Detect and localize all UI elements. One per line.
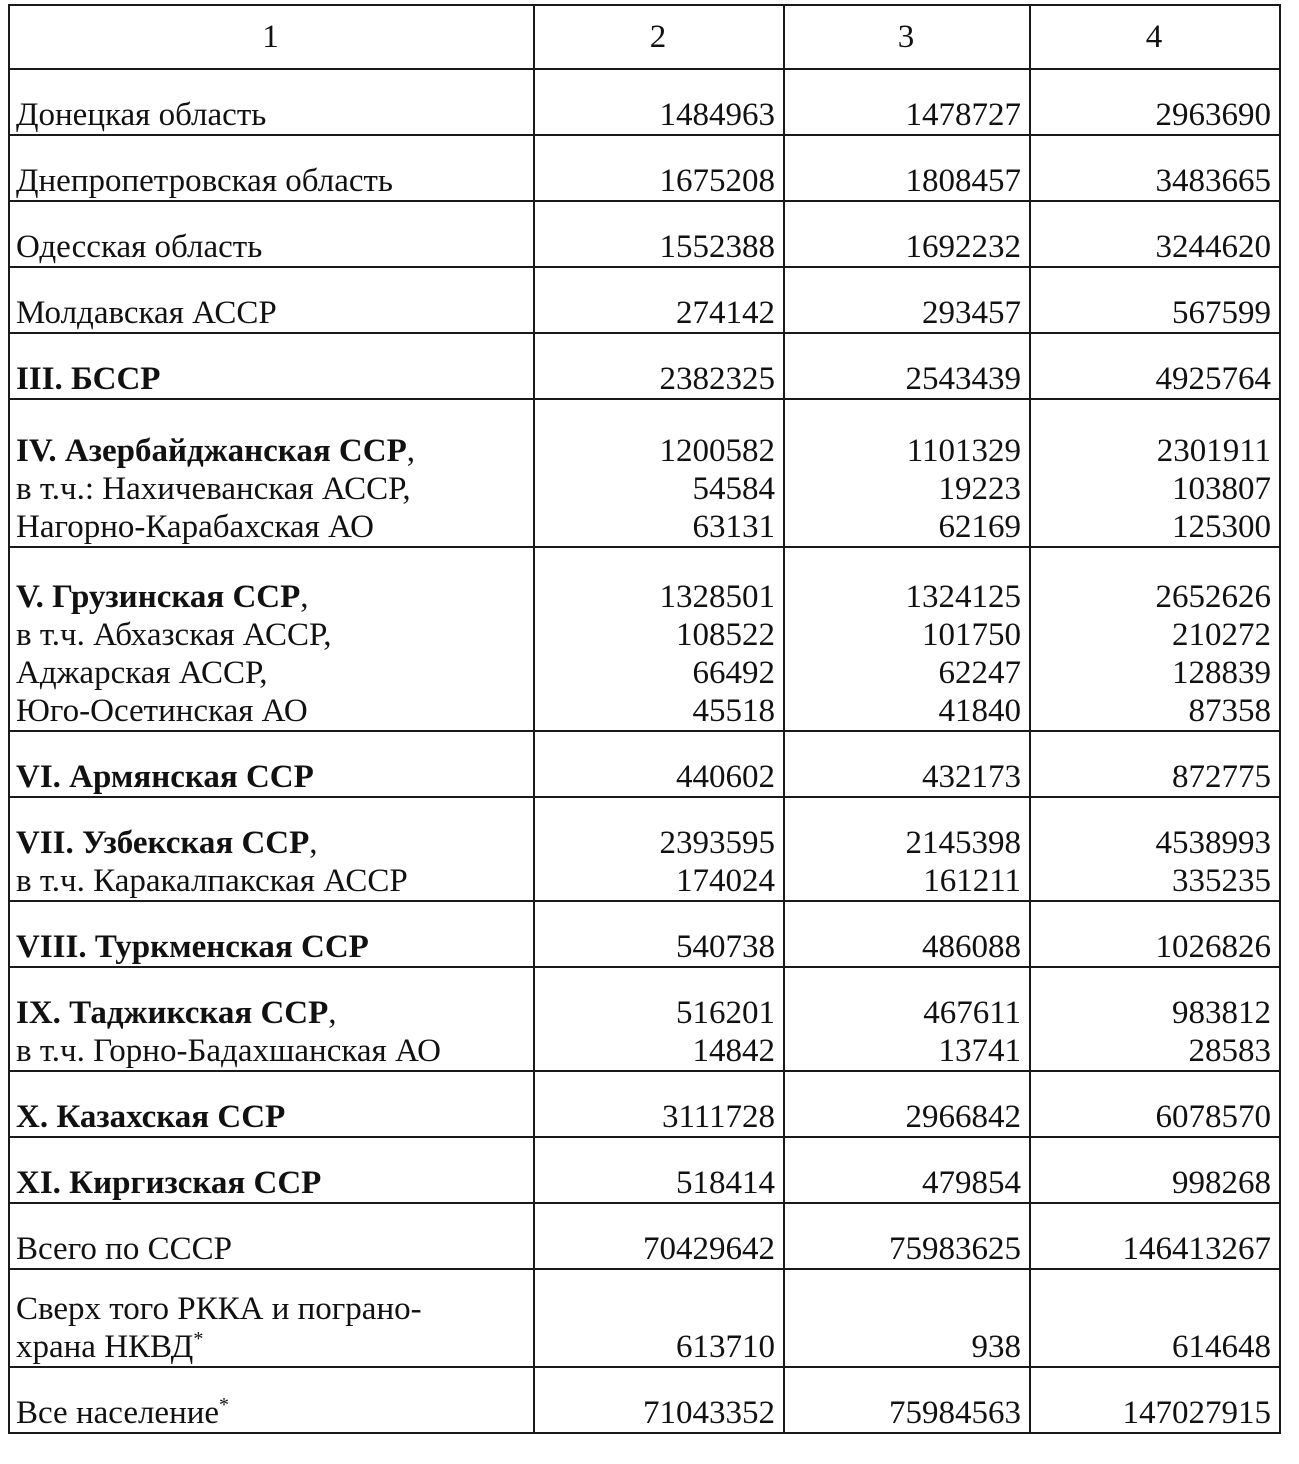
- value-line: 293457: [922, 295, 1021, 331]
- region-name-line: в т.ч.: Нахичеванская АССР,: [16, 471, 411, 507]
- value-cell-col-2: [534, 267, 784, 333]
- value-line: 614648: [1172, 1329, 1271, 1365]
- value-line: 1808457: [905, 163, 1021, 199]
- value-line: 2301911: [1156, 433, 1271, 469]
- value-line: 479854: [922, 1165, 1021, 1201]
- header-col-2: 2: [534, 5, 784, 69]
- value-line: 1552388: [659, 229, 775, 265]
- value-line: 3111728: [661, 1099, 775, 1135]
- value-line: 872775: [1172, 759, 1271, 795]
- value-line: 4538993: [1155, 825, 1271, 861]
- value-line: 62247: [938, 655, 1021, 691]
- value-line: 28583: [1188, 1033, 1271, 1069]
- region-name-line: Молдавская АССР: [16, 295, 277, 331]
- value-line: 516201: [676, 995, 775, 1031]
- table-row: [9, 1071, 1280, 1137]
- value-line: 14842: [692, 1033, 775, 1069]
- value-line: 2393595: [659, 825, 775, 861]
- region-name-cell: [9, 967, 534, 1071]
- region-name-cell: [9, 267, 534, 333]
- value-cell-col-3: [784, 399, 1030, 547]
- value-cell-col-4: [1030, 967, 1280, 1071]
- region-name-line: X. Казахская ССР: [16, 1099, 286, 1135]
- table-row: [9, 547, 1280, 731]
- value-line: 13741: [938, 1033, 1021, 1069]
- value-cell-col-4: [1030, 267, 1280, 333]
- value-line: 1101329: [906, 433, 1021, 469]
- value-line: 75984563: [889, 1395, 1021, 1431]
- value-line: 2966842: [905, 1099, 1021, 1135]
- table-row: [9, 731, 1280, 797]
- table-row: [9, 1367, 1280, 1433]
- value-line: 2963690: [1155, 97, 1271, 133]
- value-line: 567599: [1172, 295, 1271, 331]
- value-line: 108522: [676, 617, 775, 653]
- value-cell-col-4: [1030, 1137, 1280, 1203]
- value-line: 70429642: [643, 1231, 775, 1267]
- table-row: [9, 201, 1280, 267]
- region-name-cell: [9, 1269, 534, 1367]
- value-cell-col-2: [534, 1203, 784, 1269]
- value-line: 103807: [1172, 471, 1271, 507]
- region-name-line: V. Грузинская ССР,: [16, 579, 309, 615]
- value-line: 467611: [923, 995, 1021, 1031]
- value-cell-col-4: [1030, 1071, 1280, 1137]
- value-line: 2382325: [659, 361, 775, 397]
- value-line: 440602: [676, 759, 775, 795]
- value-cell-col-4: [1030, 399, 1280, 547]
- value-cell-col-3: [784, 967, 1030, 1071]
- value-line: 2543439: [905, 361, 1021, 397]
- region-name-line: VII. Узбекская ССР,: [16, 825, 318, 861]
- value-line: 2145398: [905, 825, 1021, 861]
- value-cell-col-3: [784, 797, 1030, 901]
- value-line: 62169: [938, 509, 1021, 545]
- value-cell-col-3: [784, 69, 1030, 135]
- value-cell-col-2: [534, 333, 784, 399]
- region-name-line: Все население*: [16, 1394, 230, 1431]
- value-line: 147027915: [1122, 1395, 1271, 1431]
- value-cell-col-3: [784, 547, 1030, 731]
- region-name-line: в т.ч. Горно-Бадахшанская АО: [16, 1033, 441, 1069]
- value-line: 335235: [1172, 863, 1271, 899]
- value-line: 4925764: [1155, 361, 1271, 397]
- value-cell-col-3: [784, 333, 1030, 399]
- value-cell-col-3: [784, 267, 1030, 333]
- region-name-line: Одесская область: [16, 229, 263, 265]
- region-name-line: Сверх того РККА и пограно-: [16, 1291, 422, 1327]
- region-name-cell: [9, 1137, 534, 1203]
- value-line: 518414: [676, 1165, 775, 1201]
- value-line: 2652626: [1155, 579, 1271, 615]
- value-cell-col-2: [534, 797, 784, 901]
- value-cell-col-3: [784, 1203, 1030, 1269]
- region-name-line: IV. Азербайджанская ССР,: [16, 433, 415, 469]
- value-cell-col-4: [1030, 333, 1280, 399]
- value-cell-col-2: [534, 1137, 784, 1203]
- value-cell-col-3: [784, 1071, 1030, 1137]
- value-line: 3483665: [1155, 163, 1271, 199]
- value-line: 983812: [1172, 995, 1271, 1031]
- value-cell-col-4: [1030, 1203, 1280, 1269]
- value-cell-col-2: [534, 135, 784, 201]
- value-line: 1692232: [905, 229, 1021, 265]
- value-line: 3244620: [1155, 229, 1271, 265]
- census-table: [8, 4, 1281, 1434]
- value-cell-col-4: [1030, 547, 1280, 731]
- region-name-line: в т.ч. Каракалпакская АССР: [16, 863, 408, 899]
- region-name-cell: [9, 1071, 534, 1137]
- value-cell-col-2: [534, 1269, 784, 1367]
- region-name-line: III. БССР: [16, 361, 161, 397]
- value-cell-col-2: [534, 1071, 784, 1137]
- region-name-line: Донецкая область: [16, 97, 267, 133]
- value-line: 210272: [1172, 617, 1271, 653]
- table-row: [9, 1203, 1280, 1269]
- table-row: [9, 399, 1280, 547]
- value-line: 1026826: [1155, 929, 1271, 965]
- value-line: 1328501: [659, 579, 775, 615]
- value-line: 432173: [922, 759, 1021, 795]
- region-name-cell: [9, 399, 534, 547]
- region-name-line: Нагорно-Карабахская АО: [16, 509, 374, 545]
- value-line: 19223: [938, 471, 1021, 507]
- region-name-cell: [9, 901, 534, 967]
- value-line: 87358: [1188, 693, 1271, 729]
- value-line: 613710: [676, 1329, 775, 1365]
- value-line: 66492: [692, 655, 775, 691]
- value-cell-col-4: [1030, 1269, 1280, 1367]
- value-line: 486088: [922, 929, 1021, 965]
- value-line: 1478727: [905, 97, 1021, 133]
- value-cell-col-2: [534, 731, 784, 797]
- region-name-cell: [9, 135, 534, 201]
- table-row: [9, 69, 1280, 135]
- value-line: 1675208: [659, 163, 775, 199]
- region-name-line: Юго-Осетинская АО: [16, 693, 308, 729]
- header-col-3: 3: [784, 5, 1030, 69]
- region-name-line: Всего по СССР: [16, 1231, 232, 1267]
- header-col-4: 4: [1030, 5, 1280, 69]
- region-name-line: Днепропетровская область: [16, 163, 393, 199]
- region-name-cell: [9, 201, 534, 267]
- value-cell-col-4: [1030, 901, 1280, 967]
- table-row: [9, 135, 1280, 201]
- value-cell-col-2: [534, 547, 784, 731]
- region-name-cell: [9, 547, 534, 731]
- table-row: [9, 333, 1280, 399]
- value-line: 125300: [1172, 509, 1271, 545]
- value-cell-col-2: [534, 901, 784, 967]
- value-cell-col-2: [534, 201, 784, 267]
- table-row: [9, 901, 1280, 967]
- value-cell-col-3: [784, 135, 1030, 201]
- value-line: 938: [971, 1329, 1021, 1365]
- header-row: [9, 5, 1280, 69]
- value-line: 1324125: [905, 579, 1021, 615]
- value-line: 45518: [692, 693, 775, 729]
- region-name-line: храна НКВД*: [16, 1328, 204, 1365]
- value-cell-col-4: [1030, 1367, 1280, 1433]
- value-line: 41840: [938, 693, 1021, 729]
- table-row: [9, 1137, 1280, 1203]
- region-name-line: VIII. Туркменская ССР: [16, 929, 369, 965]
- table-body: [9, 69, 1280, 1433]
- value-cell-col-3: [784, 1269, 1030, 1367]
- table-row: [9, 797, 1280, 901]
- table-row: [9, 1269, 1280, 1367]
- value-line: 540738: [676, 929, 775, 965]
- value-line: 54584: [692, 471, 775, 507]
- region-name-line: в т.ч. Абхазская АССР,: [16, 617, 332, 653]
- value-line: 75983625: [889, 1231, 1021, 1267]
- region-name-cell: [9, 333, 534, 399]
- table-row: [9, 267, 1280, 333]
- region-name-cell: [9, 69, 534, 135]
- table-row: [9, 967, 1280, 1071]
- region-name-line: IX. Таджикская ССР,: [16, 995, 337, 1031]
- value-line: 71043352: [643, 1395, 775, 1431]
- region-name-line: Аджарская АССР,: [16, 655, 268, 691]
- value-line: 1200582: [659, 433, 775, 469]
- value-cell-col-4: [1030, 731, 1280, 797]
- region-name-cell: [9, 731, 534, 797]
- value-line: 998268: [1172, 1165, 1271, 1201]
- value-cell-col-4: [1030, 201, 1280, 267]
- value-line: 63131: [692, 509, 775, 545]
- value-line: 161211: [923, 863, 1021, 899]
- value-line: 174024: [676, 863, 775, 899]
- value-cell-col-3: [784, 1367, 1030, 1433]
- value-line: 101750: [922, 617, 1021, 653]
- value-line: 6078570: [1155, 1099, 1271, 1135]
- value-line: 128839: [1172, 655, 1271, 691]
- value-line: 274142: [676, 295, 775, 331]
- value-line: 146413267: [1122, 1231, 1271, 1267]
- region-name-line: XI. Киргизская ССР: [16, 1165, 322, 1201]
- value-cell-col-3: [784, 731, 1030, 797]
- value-cell-col-4: [1030, 69, 1280, 135]
- region-name-line: VI. Армянская ССР: [16, 759, 314, 795]
- region-name-cell: [9, 1203, 534, 1269]
- region-name-cell: [9, 1367, 534, 1433]
- value-cell-col-2: [534, 399, 784, 547]
- value-cell-col-2: [534, 1367, 784, 1433]
- value-cell-col-3: [784, 901, 1030, 967]
- header-col-1: 1: [9, 5, 534, 69]
- value-cell-col-4: [1030, 135, 1280, 201]
- value-cell-col-2: [534, 69, 784, 135]
- value-cell-col-4: [1030, 797, 1280, 901]
- value-cell-col-2: [534, 967, 784, 1071]
- value-line: 1484963: [659, 97, 775, 133]
- region-name-cell: [9, 797, 534, 901]
- value-cell-col-3: [784, 1137, 1030, 1203]
- value-cell-col-3: [784, 201, 1030, 267]
